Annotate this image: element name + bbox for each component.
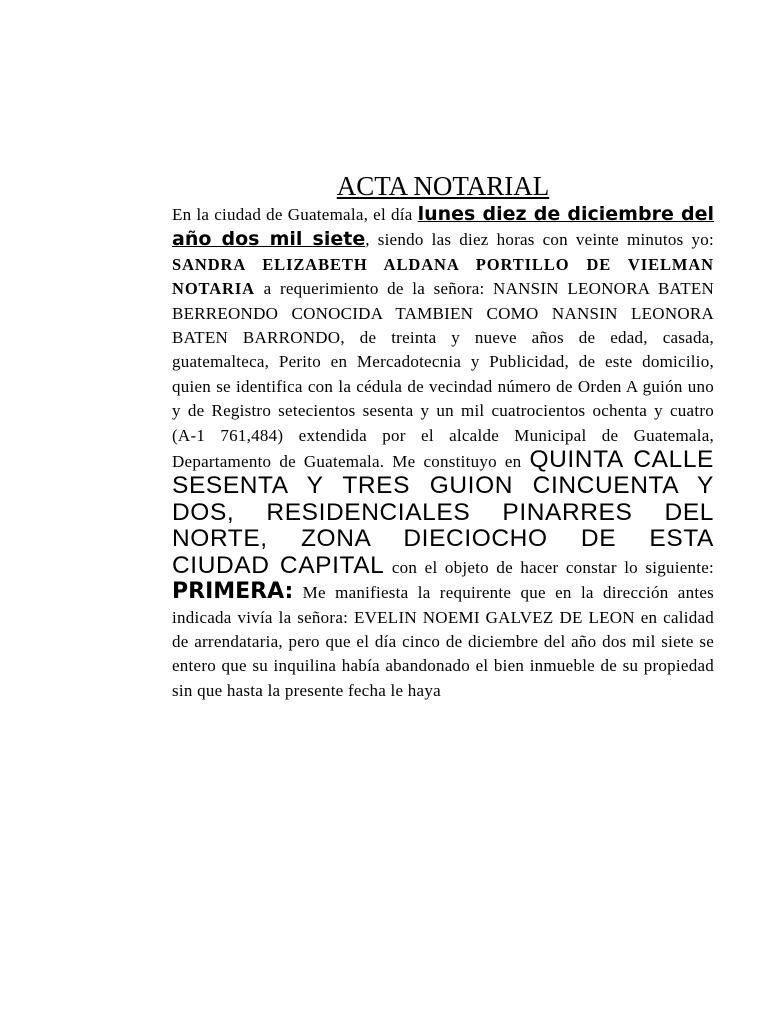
clause-heading: PRIMERA:: [172, 579, 294, 605]
document-title: ACTA NOTARIAL: [336, 171, 550, 201]
intro-text: En la ciudad de Guatemala, el día: [172, 205, 418, 224]
time-text: , siendo las diez horas con veinte minutos yo:: [365, 230, 714, 250]
clause-text: Me manifiesta la requirente que en la dirección antes indicada vivía la señora: EVELIN NOEMI GALVEZ DE LEON en calidad de arrendataria, pero que el día cinco de diciembre del año dos mil siete se entero que su inquilina había abandonado el bien inmueble de su propiedad sin que hasta la presente fecha le haya: [172, 583, 714, 700]
document-body: [172, 202, 714, 703]
purpose-text: con el objeto de hacer constar lo siguiente:: [384, 557, 714, 577]
date-text: lunes diez de diciembre del año dos mil siete: [172, 203, 714, 251]
notary-name: SANDRA ELIZABETH ALDANA PORTILLO DE VIELMAN NOTARIA: [172, 254, 714, 299]
requester-text: a requerimiento de la señora: NANSIN LEONORA BATEN BERREONDO CONOCIDA TAMBIEN COMO NANSIN LEONORA BATEN BARRONDO, de treinta y nueve años de edad, casada, guatemalteca, Perito en Mercadotecnia y Publicidad, de este domicilio, quien se identifica con la cédula de vecindad número de Orden A guión uno y de Registro setecientos sesenta y un mil cuatrocientos ochenta y cuatro (A-1 761,484) extendida por el alcalde Municipal de Guatemala, Departamento de Guatemala. Me constituyo en: [172, 279, 714, 472]
address-text: QUINTA CALLE SESENTA Y TRES GUION CINCUENTA Y DOS, RESIDENCIALES PINARRES DEL NORTE, ZONA DIECIOCHO DE ESTA CIUDAD CAPITAL: [172, 446, 714, 579]
